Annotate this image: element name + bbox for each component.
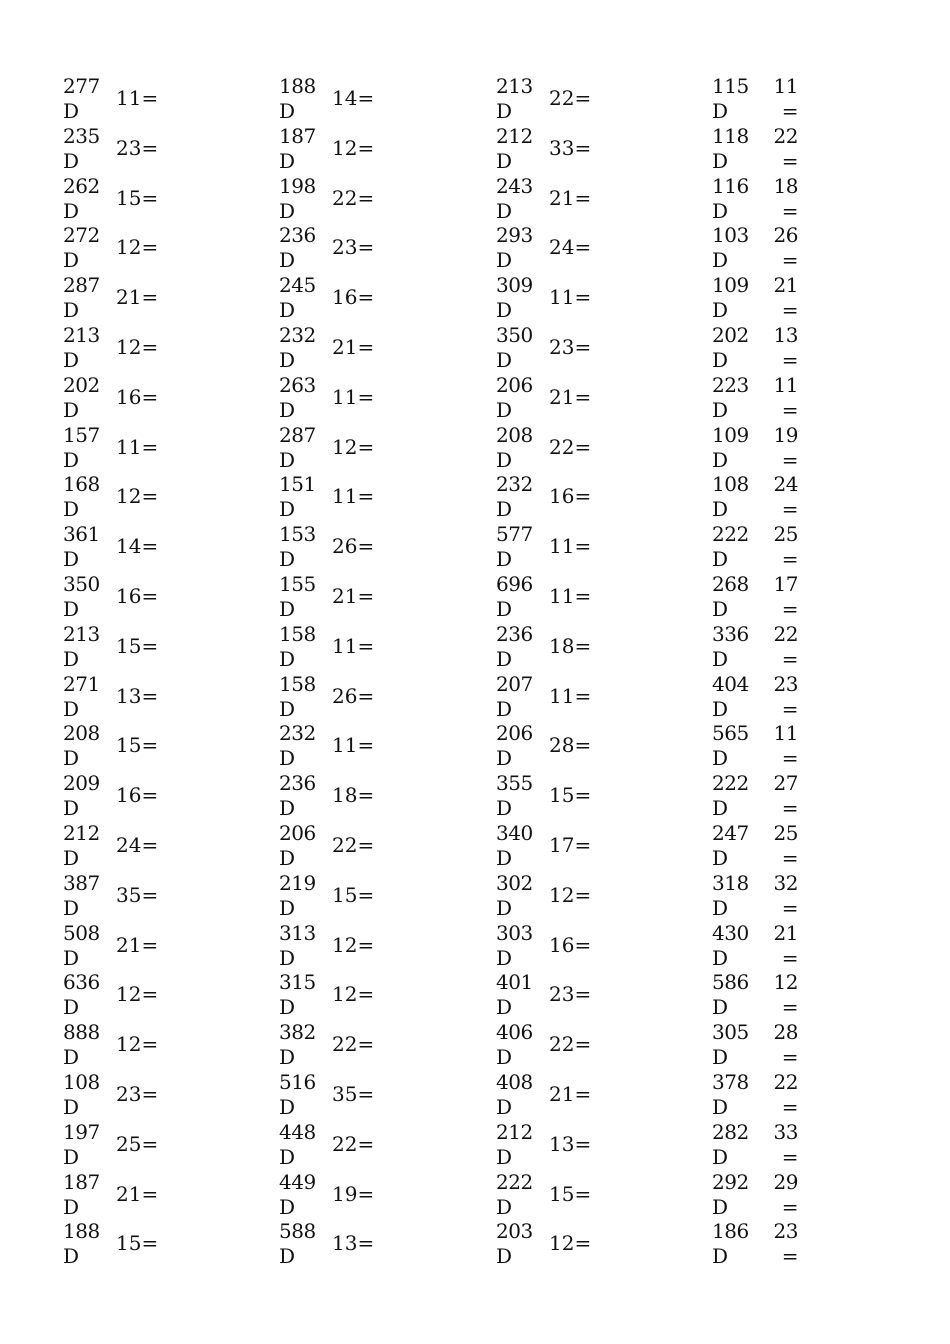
divisor-equals-text: 17=: [549, 832, 592, 857]
problem-row: [496, 970, 696, 1020]
divisor-equals-text: 21=: [549, 1081, 592, 1106]
dividend-text: 109D: [712, 422, 749, 472]
divisor-equals-text: 35=: [116, 882, 159, 907]
problem-row: [63, 1219, 263, 1269]
problem-row: [712, 1120, 912, 1170]
dividend-text: 247D: [712, 820, 749, 870]
dividend-text: 315D: [279, 970, 316, 1020]
dividend-text: 157D: [63, 422, 100, 472]
divisor-equals-text: 12=: [332, 434, 375, 459]
dividend-text: 401D: [496, 970, 533, 1020]
problem-row: [63, 921, 263, 971]
dividend-text: 318D: [712, 870, 749, 920]
problem-row: [496, 871, 696, 921]
problem-row: [279, 423, 479, 473]
problem-row: [279, 174, 479, 224]
dividend-text: 361D: [63, 522, 100, 572]
problem-row: [496, 821, 696, 871]
dividend-text: 293D: [496, 223, 533, 273]
dividend-text: 202D: [712, 322, 749, 372]
divisor-equals-text: 23=: [332, 235, 375, 260]
problem-row: [279, 522, 479, 572]
divisor-equals-text: 13=: [332, 1231, 375, 1256]
problem-row: [712, 223, 912, 273]
dividend-text: 236D: [496, 621, 533, 671]
dividend-text: 206D: [496, 721, 533, 771]
problem-row: [496, 1170, 696, 1220]
dividend-text: 449D: [279, 1169, 316, 1219]
dividend-text: 203D: [496, 1219, 533, 1269]
problem-row: [63, 572, 263, 622]
dividend-text: 103D: [712, 223, 749, 273]
divisor-equals-text: 11=: [549, 534, 592, 559]
problem-row: [496, 323, 696, 373]
problem-row: [63, 223, 263, 273]
problem-row: [712, 771, 912, 821]
divisor-equals-text: 15=: [116, 1231, 159, 1256]
divisor-equals-text: 12=: [116, 235, 159, 260]
divisor-equals-text: 13=: [773, 322, 798, 372]
divisor-equals-text: 22=: [332, 1131, 375, 1156]
dividend-text: 187D: [63, 1169, 100, 1219]
dividend-text: 236D: [279, 223, 316, 273]
divisor-equals-text: 23=: [116, 135, 159, 160]
divisor-equals-text: 11=: [549, 683, 592, 708]
dividend-text: 108D: [63, 1069, 100, 1119]
dividend-text: 387D: [63, 870, 100, 920]
problem-row: [279, 472, 479, 522]
problem-row: [496, 1070, 696, 1120]
divisor-equals-text: 21=: [773, 920, 798, 970]
dividend-text: 155D: [279, 571, 316, 621]
divisor-equals-text: 16=: [549, 484, 592, 509]
divisor-equals-text: 18=: [773, 173, 798, 223]
problem-row: [712, 970, 912, 1020]
dividend-text: 186D: [712, 1219, 749, 1269]
dividend-text: 586D: [712, 970, 749, 1020]
problem-row: [279, 921, 479, 971]
divisor-equals-text: 19=: [332, 1181, 375, 1206]
divisor-equals-text: 18=: [332, 783, 375, 808]
dividend-text: 355D: [496, 771, 533, 821]
problem-row: [279, 970, 479, 1020]
divisor-equals-text: 23=: [116, 1081, 159, 1106]
dividend-text: 213D: [63, 621, 100, 671]
dividend-text: 271D: [63, 671, 100, 721]
divisor-equals-text: 21=: [116, 1181, 159, 1206]
dividend-text: 287D: [279, 422, 316, 472]
divisor-equals-text: 11=: [332, 633, 375, 658]
problem-row: [712, 921, 912, 971]
problem-row: [279, 1120, 479, 1170]
divisor-equals-text: 16=: [549, 932, 592, 957]
divisor-equals-text: 22=: [549, 434, 592, 459]
dividend-text: 236D: [279, 771, 316, 821]
dividend-text: 222D: [712, 522, 749, 572]
dividend-text: 636D: [63, 970, 100, 1020]
problem-row: [279, 1170, 479, 1220]
problem-row: [63, 174, 263, 224]
dividend-text: 212D: [496, 123, 533, 173]
dividend-text: 197D: [63, 1119, 100, 1169]
divisor-equals-text: 23=: [549, 334, 592, 359]
dividend-text: 696D: [496, 571, 533, 621]
dividend-text: 118D: [712, 123, 749, 173]
dividend-text: 151D: [279, 472, 316, 522]
dividend-text: 588D: [279, 1219, 316, 1269]
dividend-text: 168D: [63, 472, 100, 522]
problem-row: [712, 323, 912, 373]
problem-row: [63, 721, 263, 771]
divisor-equals-text: 16=: [332, 285, 375, 310]
problem-row: [279, 1070, 479, 1120]
divisor-equals-text: 11=: [549, 583, 592, 608]
divisor-equals-text: 15=: [116, 185, 159, 210]
problem-row: [279, 672, 479, 722]
dividend-text: 888D: [63, 1020, 100, 1070]
problem-row: [63, 373, 263, 423]
problem-row: [496, 472, 696, 522]
problem-row: [712, 74, 912, 124]
column-3: [496, 74, 696, 1269]
dividend-text: 382D: [279, 1020, 316, 1070]
dividend-text: 115D: [712, 74, 749, 123]
problem-row: [279, 622, 479, 672]
dividend-text: 350D: [496, 322, 533, 372]
dividend-text: 408D: [496, 1069, 533, 1119]
dividend-text: 188D: [279, 74, 316, 123]
problem-row: [712, 1170, 912, 1220]
problem-row: [712, 124, 912, 174]
problem-row: [63, 1120, 263, 1170]
problem-row: [63, 871, 263, 921]
divisor-equals-text: 25=: [773, 820, 798, 870]
divisor-equals-text: 12=: [332, 982, 375, 1007]
dividend-text: 508D: [63, 920, 100, 970]
problem-row: [496, 672, 696, 722]
dividend-text: 243D: [496, 173, 533, 223]
dividend-text: 268D: [712, 571, 749, 621]
problem-row: [63, 1170, 263, 1220]
problem-row: [279, 223, 479, 273]
dividend-text: 153D: [279, 522, 316, 572]
divisor-equals-text: 26=: [773, 223, 798, 273]
problem-row: [496, 74, 696, 124]
divisor-equals-text: 24=: [773, 472, 798, 522]
problem-row: [63, 1070, 263, 1120]
divisor-equals-text: 21=: [116, 285, 159, 310]
dividend-text: 516D: [279, 1069, 316, 1119]
problem-row: [279, 323, 479, 373]
dividend-text: 272D: [63, 223, 100, 273]
problem-row: [279, 74, 479, 124]
dividend-text: 158D: [279, 621, 316, 671]
problem-row: [279, 721, 479, 771]
divisor-equals-text: 21=: [773, 273, 798, 323]
problem-row: [496, 771, 696, 821]
dividend-text: 245D: [279, 273, 316, 323]
dividend-text: 262D: [63, 173, 100, 223]
dividend-text: 232D: [279, 322, 316, 372]
column-2: [279, 74, 479, 1269]
problem-row: [496, 373, 696, 423]
divisor-equals-text: 25=: [773, 522, 798, 572]
divisor-equals-text: 24=: [549, 235, 592, 260]
problem-row: [496, 572, 696, 622]
problem-row: [712, 721, 912, 771]
problem-row: [496, 522, 696, 572]
problem-row: [712, 174, 912, 224]
divisor-equals-text: 25=: [116, 1131, 159, 1156]
divisor-equals-text: 11=: [773, 372, 798, 422]
problem-row: [63, 771, 263, 821]
dividend-text: 309D: [496, 273, 533, 323]
divisor-equals-text: 12=: [773, 970, 798, 1020]
problem-row: [63, 672, 263, 722]
divisor-equals-text: 13=: [116, 683, 159, 708]
dividend-text: 235D: [63, 123, 100, 173]
dividend-text: 188D: [63, 1219, 100, 1269]
divisor-equals-text: 28=: [549, 733, 592, 758]
divisor-equals-text: 21=: [549, 384, 592, 409]
problem-row: [279, 572, 479, 622]
dividend-text: 209D: [63, 771, 100, 821]
problem-row: [496, 721, 696, 771]
problem-row: [63, 970, 263, 1020]
dividend-text: 303D: [496, 920, 533, 970]
divisor-equals-text: 16=: [116, 783, 159, 808]
dividend-text: 305D: [712, 1020, 749, 1070]
problem-row: [279, 1020, 479, 1070]
divisor-equals-text: 33=: [773, 1119, 798, 1169]
dividend-text: 219D: [279, 870, 316, 920]
dividend-text: 232D: [279, 721, 316, 771]
dividend-text: 198D: [279, 173, 316, 223]
divisor-equals-text: 26=: [332, 534, 375, 559]
divisor-equals-text: 22=: [773, 621, 798, 671]
problem-row: [63, 423, 263, 473]
problem-row: [496, 423, 696, 473]
divisor-equals-text: 11=: [116, 434, 159, 459]
problem-row: [63, 821, 263, 871]
problem-row: [279, 821, 479, 871]
divisor-equals-text: 14=: [116, 534, 159, 559]
divisor-equals-text: 12=: [116, 1032, 159, 1057]
divisor-equals-text: 27=: [773, 771, 798, 821]
divisor-equals-text: 11=: [332, 384, 375, 409]
dividend-text: 378D: [712, 1069, 749, 1119]
divisor-equals-text: 32=: [773, 870, 798, 920]
problem-row: [712, 1070, 912, 1120]
divisor-equals-text: 14=: [332, 86, 375, 110]
divisor-equals-text: 28=: [773, 1020, 798, 1070]
column-4: [712, 74, 912, 1269]
dividend-text: 208D: [63, 721, 100, 771]
problem-row: [63, 472, 263, 522]
divisor-equals-text: 15=: [116, 733, 159, 758]
dividend-text: 213D: [63, 322, 100, 372]
problem-row: [496, 921, 696, 971]
divisor-equals-text: 11=: [773, 721, 798, 771]
problem-row: [496, 273, 696, 323]
divisor-equals-text: 29=: [773, 1169, 798, 1219]
dividend-text: 577D: [496, 522, 533, 572]
dividend-text: 212D: [63, 820, 100, 870]
dividend-text: 302D: [496, 870, 533, 920]
dividend-text: 350D: [63, 571, 100, 621]
worksheet-grid: [0, 74, 950, 1269]
dividend-text: 282D: [712, 1119, 749, 1169]
divisor-equals-text: 15=: [116, 633, 159, 658]
divisor-equals-text: 22=: [332, 185, 375, 210]
problem-row: [279, 373, 479, 423]
divisor-equals-text: 15=: [549, 783, 592, 808]
divisor-equals-text: 15=: [549, 1181, 592, 1206]
divisor-equals-text: 22=: [332, 832, 375, 857]
divisor-equals-text: 15=: [332, 882, 375, 907]
divisor-equals-text: 13=: [549, 1131, 592, 1156]
dividend-text: 208D: [496, 422, 533, 472]
problem-row: [63, 323, 263, 373]
divisor-equals-text: 16=: [116, 384, 159, 409]
problem-row: [279, 273, 479, 323]
dividend-text: 340D: [496, 820, 533, 870]
problem-row: [63, 522, 263, 572]
problem-row: [712, 871, 912, 921]
problem-row: [63, 74, 263, 124]
divisor-equals-text: 12=: [549, 882, 592, 907]
problem-row: [496, 223, 696, 273]
divisor-equals-text: 12=: [116, 982, 159, 1007]
problem-row: [63, 1020, 263, 1070]
divisor-equals-text: 22=: [549, 86, 592, 110]
divisor-equals-text: 12=: [332, 932, 375, 957]
divisor-equals-text: 12=: [549, 1231, 592, 1256]
dividend-text: 448D: [279, 1119, 316, 1169]
dividend-text: 336D: [712, 621, 749, 671]
dividend-text: 108D: [712, 472, 749, 522]
dividend-text: 212D: [496, 1119, 533, 1169]
problem-row: [712, 821, 912, 871]
problem-row: [712, 522, 912, 572]
divisor-equals-text: 12=: [332, 135, 375, 160]
divisor-equals-text: 11=: [773, 74, 798, 123]
dividend-text: 202D: [63, 372, 100, 422]
problem-row: [63, 124, 263, 174]
dividend-text: 213D: [496, 74, 533, 123]
dividend-text: 263D: [279, 372, 316, 422]
dividend-text: 116D: [712, 173, 749, 223]
dividend-text: 222D: [712, 771, 749, 821]
dividend-text: 404D: [712, 671, 749, 721]
problem-row: [712, 273, 912, 323]
column-1: [63, 74, 263, 1269]
divisor-equals-text: 21=: [116, 932, 159, 957]
divisor-equals-text: 22=: [549, 1032, 592, 1057]
divisor-equals-text: 21=: [332, 334, 375, 359]
problem-row: [712, 672, 912, 722]
dividend-text: 292D: [712, 1169, 749, 1219]
problem-row: [496, 622, 696, 672]
problem-row: [712, 373, 912, 423]
divisor-equals-text: 12=: [116, 334, 159, 359]
problem-row: [279, 771, 479, 821]
divisor-equals-text: 23=: [773, 671, 798, 721]
dividend-text: 565D: [712, 721, 749, 771]
divisor-equals-text: 11=: [116, 86, 159, 110]
dividend-text: 187D: [279, 123, 316, 173]
problem-row: [712, 622, 912, 672]
problem-row: [496, 124, 696, 174]
problem-row: [712, 1020, 912, 1070]
divisor-equals-text: 11=: [332, 733, 375, 758]
divisor-equals-text: 23=: [773, 1219, 798, 1269]
dividend-text: 406D: [496, 1020, 533, 1070]
dividend-text: 223D: [712, 372, 749, 422]
problem-row: [712, 423, 912, 473]
divisor-equals-text: 24=: [116, 832, 159, 857]
dividend-text: 109D: [712, 273, 749, 323]
problem-row: [712, 1219, 912, 1269]
problem-row: [712, 472, 912, 522]
divisor-equals-text: 21=: [332, 583, 375, 608]
divisor-equals-text: 26=: [332, 683, 375, 708]
divisor-equals-text: 18=: [549, 633, 592, 658]
dividend-text: 222D: [496, 1169, 533, 1219]
problem-row: [496, 1020, 696, 1070]
divisor-equals-text: 11=: [332, 484, 375, 509]
dividend-text: 313D: [279, 920, 316, 970]
divisor-equals-text: 22=: [773, 123, 798, 173]
dividend-text: 158D: [279, 671, 316, 721]
dividend-text: 206D: [279, 820, 316, 870]
divisor-equals-text: 12=: [116, 484, 159, 509]
divisor-equals-text: 19=: [773, 422, 798, 472]
problem-row: [496, 1219, 696, 1269]
divisor-equals-text: 22=: [332, 1032, 375, 1057]
divisor-equals-text: 35=: [332, 1081, 375, 1106]
dividend-text: 206D: [496, 372, 533, 422]
dividend-text: 207D: [496, 671, 533, 721]
divisor-equals-text: 23=: [549, 982, 592, 1007]
problem-row: [279, 871, 479, 921]
problem-row: [496, 1120, 696, 1170]
problem-row: [496, 174, 696, 224]
divisor-equals-text: 22=: [773, 1069, 798, 1119]
divisor-equals-text: 17=: [773, 571, 798, 621]
dividend-text: 430D: [712, 920, 749, 970]
problem-row: [63, 273, 263, 323]
divisor-equals-text: 33=: [549, 135, 592, 160]
problem-row: [279, 124, 479, 174]
dividend-text: 287D: [63, 273, 100, 323]
problem-row: [712, 572, 912, 622]
divisor-equals-text: 21=: [549, 185, 592, 210]
divisor-equals-text: 11=: [549, 285, 592, 310]
problem-row: [279, 1219, 479, 1269]
dividend-text: 277D: [63, 74, 100, 123]
divisor-equals-text: 16=: [116, 583, 159, 608]
problem-row: [63, 622, 263, 672]
dividend-text: 232D: [496, 472, 533, 522]
